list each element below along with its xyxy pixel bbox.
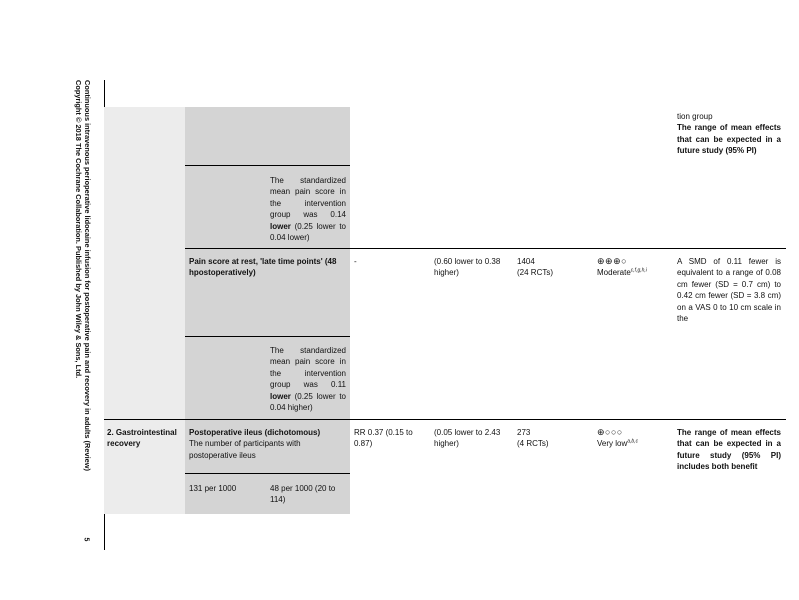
running-header-title: Continuous intravenous perioperative lidocaine infusion for postoperative pain and recovery in adults (Review) xyxy=(83,80,92,471)
row-divider xyxy=(185,165,350,166)
participants-cell: 273 (4 RCTs) xyxy=(517,428,549,449)
summary-of-findings-table xyxy=(104,107,786,514)
comment-cell: tion group The range of mean effects that can be expected in a future study (95% PI) xyxy=(677,112,781,156)
intervention-risk-cell: 48 per 1000 (20 to 114) xyxy=(270,484,336,505)
comment-cell: The range of mean effects that can be expected in a future study (95% PI) includes both benefit xyxy=(677,428,781,472)
running-header xyxy=(72,80,92,550)
row-divider xyxy=(104,419,786,420)
relative-effect-cell: - xyxy=(354,257,357,266)
certainty-cell: ⊕○○○ Very low$^{a,b,c}$ xyxy=(594,425,669,452)
intervention-risk-cell: The standardized mean pain score in the intervention group was 0.14 lower (0.25 lower to 0.04 lower) xyxy=(270,176,346,243)
relative-effect-cell: RR 0.37 (0.15 to 0.87) xyxy=(354,428,413,449)
running-header-copyright: Copyright © 2018 The Cochrane Collaboration. Published by John Wiley & Sons, Ltd. xyxy=(74,80,83,379)
row-divider xyxy=(185,336,350,337)
prediction-interval-cell: (0.05 lower to 2.43 higher) xyxy=(434,428,501,449)
certainty-rating-icon: ⊕○○○ xyxy=(597,427,623,437)
prediction-interval-cell: (0.60 lower to 0.38 higher) xyxy=(434,257,501,278)
control-risk-cell: 131 per 1000 xyxy=(189,484,237,493)
outcome-cell: Pain score at rest, 'late time points' (48 hpostoperatively) xyxy=(189,257,337,278)
domain-cell: 2. Gastrointestinal recovery xyxy=(107,428,177,449)
row-divider xyxy=(185,248,786,249)
page-number: 5 xyxy=(82,537,90,542)
participants-cell: 1404 (24 RCTs) xyxy=(517,257,554,278)
certainty-cell: ⊕⊕⊕○ Moderate$^{c,f,g,h,i}$ xyxy=(594,254,669,281)
comment-cell: A SMD of 0.11 fewer is equivalent to a range of 0.08 cm fewer (SD = 0.7 cm) to 0.42 cm fewer (SD = 3.8 cm) on a VAS 0 to 10 cm scale in the xyxy=(677,257,781,324)
outcome-cell: Postoperative ileus (dichotomous) The number of participants with postoperative ileus xyxy=(189,428,321,460)
intervention-risk-cell: The standardized mean pain score in the intervention group was 0.11 lower (0.25 lower to 0.04 higher) xyxy=(270,346,346,413)
certainty-rating-icon: ⊕⊕⊕○ xyxy=(597,256,628,266)
row-divider xyxy=(185,473,350,474)
